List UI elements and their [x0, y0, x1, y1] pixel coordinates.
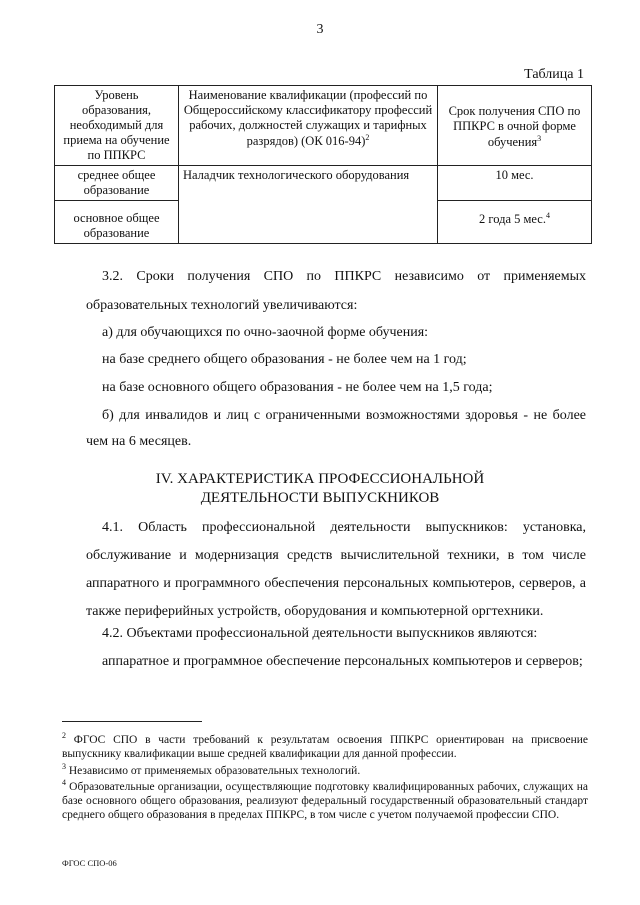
footnote-2: $^2$ ФГОС СПО в части требований к результатам освоения ППКРС ориентирован на присвоение выпускнику квалификации выше средней квалификации для данной профессии.: [62, 731, 588, 760]
item-a: а) для обучающихся по очно-заочной форме обучения:: [102, 325, 429, 340]
table-row: [55, 166, 592, 201]
paragraph-3-2: 3.2. Сроки получения СПО по ППКРС независимо от применяемых: [102, 269, 586, 284]
table-row: [55, 201, 592, 244]
section-title: IV. ХАРАКТЕРИСТИКА ПРОФЕССИОНАЛЬНОЙ ДЕЯТЕЛЬНОСТИ ВЫПУСКНИКОВ: [155, 471, 485, 506]
header-term: Срок получения СПО по ППКРС в очной форме обучения$^3$: [438, 86, 592, 166]
line-secondary-general: на базе среднего общего образования - не более чем на 1 год;: [102, 352, 467, 367]
document-code: ФГОС СПО-06: [62, 858, 117, 868]
paragraph-4-1: 4.1. Область профессиональной деятельности выпускников: установка, обслуживание и модернизация средств вычислительной техники, в том числе аппаратного и программного обеспечения персональных компьютеров, серверов, а также периферийных устройств, оборудования и компьютерной оргтехники.: [86, 520, 586, 619]
table-caption: Таблица 1: [524, 67, 584, 82]
header-qualification: Наименование квалификации (профессий по Общероссийскому классификатору профессий рабочих, должностей служащих и тарифных разрядов) (ОК 016-94)$^2$: [179, 86, 438, 166]
cell-term: 10 мес.: [438, 166, 592, 201]
cell-level: основное общее образование: [55, 201, 179, 244]
page-number: 3: [316, 22, 324, 37]
footnote-4: $^4$ Образовательные организации, осуществляющие подготовку квалифицированных рабочих, служащих на базе основного общего образования, реализуют федеральный государственный образовательный стандарт среднего общего образования в пределах ППКРС, в том числе с учетом получаемой профессии СПО.: [62, 778, 588, 821]
cell-level: среднее общее образование: [55, 166, 179, 201]
footnote-divider: [62, 721, 202, 722]
cell-term: 2 года 5 мес.$^4$: [438, 201, 592, 244]
table-header-row: [55, 86, 592, 166]
line-basic-general: на базе основного общего образования - не более чем на 1,5 года;: [102, 380, 493, 395]
paragraph-4-2: 4.2. Объектами профессиональной деятельности выпускников являются:: [102, 626, 538, 641]
header-level: Уровень образования, необходимый для приема на обучение по ППКРС: [55, 86, 179, 166]
qualification-table: [54, 85, 592, 244]
item-b-cont: чем на 6 месяцев.: [86, 434, 192, 449]
cell-qualification: [179, 201, 438, 244]
footnote-3: $^3$ Независимо от применяемых образовательных технологий.: [62, 762, 361, 777]
item-b: б) для инвалидов и лиц с ограниченными возможностями здоровья - не более: [102, 408, 586, 423]
paragraph-3-2-cont: образовательных технологий увеличиваются:: [86, 298, 358, 313]
paragraph-4-2-item: аппаратное и программное обеспечение персональных компьютеров и серверов;: [102, 654, 583, 669]
cell-qualification: Наладчик технологического оборудования: [179, 166, 438, 201]
